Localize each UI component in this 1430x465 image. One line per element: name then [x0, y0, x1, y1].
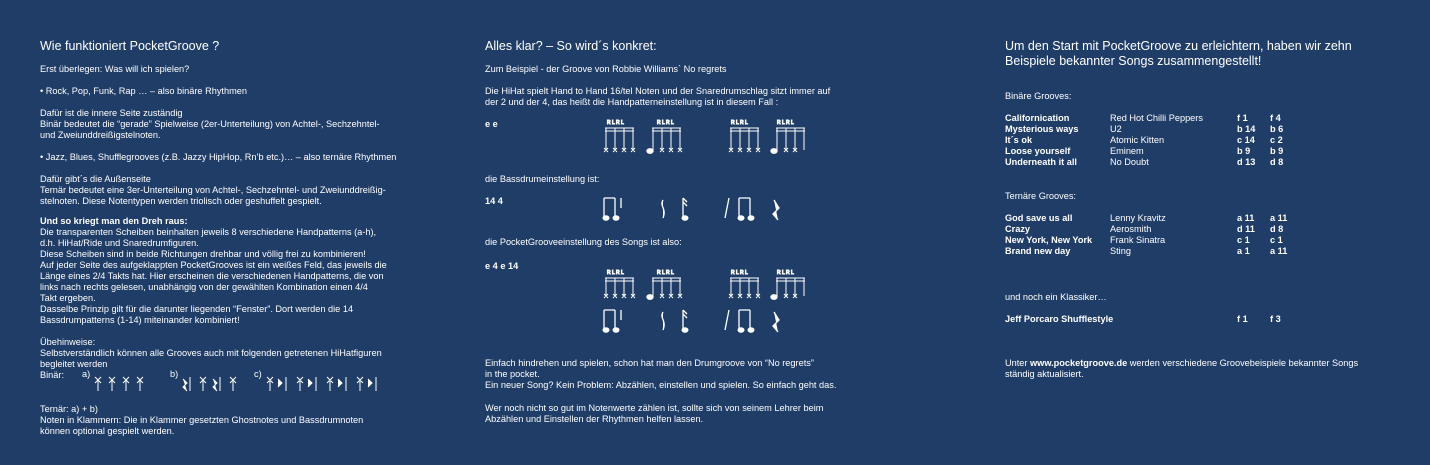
- paragraph-line: Einfach hindrehen und spielen, schon hat man den Drumgroove von “No regrets”: [485, 358, 814, 368]
- section-title-line: Beispiele bekannter Songs zusammengestellt!: [1005, 54, 1262, 68]
- paragraph-line: in the pocket.: [485, 369, 540, 379]
- sticking-label: R L R L: [607, 270, 624, 276]
- paragraph-line: d.h. HiHat/Ride und Snaredrumfiguren.: [40, 238, 199, 248]
- section-title: Wie funktioniert PocketGroove ?: [40, 39, 220, 53]
- table-row: [1005, 113, 1390, 124]
- artist: Atomic Kitten: [1110, 135, 1165, 145]
- hihat-figure-c: [264, 374, 404, 392]
- hihat-figure-b: [180, 374, 250, 392]
- footer-suffix: werden verschiedene Groovebeispiele bekannter Songs: [1127, 358, 1359, 368]
- binary-label: Binär:: [40, 370, 65, 380]
- bassdrum-notation: [601, 192, 791, 222]
- setting-a: c 1: [1237, 235, 1250, 245]
- sticking-label: R L R L: [777, 270, 794, 276]
- paragraph-line: können optional gespielt werden.: [40, 426, 175, 436]
- song-title: Crazy: [1005, 224, 1031, 234]
- paragraph-line: Takt ergeben.: [40, 293, 96, 303]
- setting-b: a 11: [1270, 213, 1288, 223]
- setting-b: b 9: [1270, 146, 1284, 156]
- setting-a: a 1: [1237, 246, 1250, 256]
- paragraph-line: Ein neuer Song? Kein Problem: Abzählen, einstellen und spielen. So einfach geht das.: [485, 380, 837, 390]
- footer-prefix: Unter: [1005, 358, 1031, 368]
- setting-b: c 1: [1270, 235, 1283, 245]
- pocketgroove-label: die PocketGrooveeinstellung des Songs ist also:: [485, 237, 682, 247]
- setting-a: a 11: [1237, 213, 1255, 223]
- table-row: [1005, 224, 1390, 235]
- table-row: [1005, 146, 1390, 157]
- classic-table: [1005, 314, 1390, 325]
- combined-notation: [601, 268, 801, 336]
- sticking-label: R L R L: [657, 120, 674, 126]
- bullet-ternary: • Jazz, Blues, Shufflegrooves (z.B. Jazzy HipHop, Rn’b etc.)… – also ternäre Rhythmen: [40, 152, 397, 162]
- artist: Aerosmith: [1110, 224, 1152, 234]
- table-row: [1005, 135, 1390, 146]
- song-title: Loose yourself: [1005, 146, 1071, 156]
- hihat-figure-a: [92, 374, 152, 392]
- paragraph-line: Selbstverständlich können alle Grooves auch mit folgenden getretenen HiHatfiguren: [40, 348, 382, 358]
- paragraph-line: stelnoten. Diese Notentypen werden triolisch oder geshuffelt gespielt.: [40, 196, 322, 206]
- table-row: [1005, 124, 1390, 135]
- footer-line: [1005, 358, 1358, 369]
- section-title-line: Um den Start mit PocketGroove zu erleichtern, haben wir zehn: [1005, 39, 1352, 53]
- pocketgroove-code: e 4 e 14: [485, 261, 519, 271]
- sticking-label: R L R L: [777, 120, 794, 126]
- artist: No Doubt: [1110, 157, 1149, 167]
- setting-a: d 13: [1237, 157, 1256, 167]
- paragraph-line: links nach rechts gelesen, unabhängig von der gewählten Kombination einen 4/4: [40, 282, 368, 292]
- table-row: [1005, 314, 1390, 325]
- paragraph-line: Bassdrumpatterns (1-14) miteinander kombiniert!: [40, 315, 240, 325]
- song-title: It´s ok: [1005, 135, 1033, 145]
- paragraph-line: Dafür gibt´s die Außenseite: [40, 174, 151, 184]
- paragraph-line: Wer noch nicht so gut im Notenwerte zählen ist, sollte sich von seinem Lehrer beim: [485, 403, 824, 413]
- setting-b: a 11: [1270, 246, 1288, 256]
- setting-b: d 8: [1270, 224, 1284, 234]
- paragraph-line: Dafür ist die innere Seite zuständig: [40, 108, 183, 118]
- ternary-grooves-heading: Ternäre Grooves:: [1005, 191, 1076, 201]
- classic-heading: und noch ein Klassiker…: [1005, 292, 1107, 302]
- hand-pattern-code: e e: [485, 119, 498, 129]
- song-title: Jeff Porcaro Shufflestyle: [1005, 314, 1114, 324]
- paragraph-line: Dasselbe Prinzip gilt für die darunter liegenden “Fenster”. Dort werden die 14: [40, 304, 354, 314]
- subheading: Und so kriegt man den Dreh raus:: [40, 216, 188, 226]
- table-row: [1005, 213, 1390, 224]
- sticking-label: R L R L: [657, 270, 674, 276]
- song-title: God save us all: [1005, 213, 1073, 223]
- setting-b: d 8: [1270, 157, 1284, 167]
- sticking-label: R L R L: [731, 270, 748, 276]
- sticking-label: R L R L: [607, 120, 624, 126]
- footer-line: ständig aktualisiert.: [1005, 369, 1084, 379]
- subheading: Übehinweise:: [40, 337, 96, 347]
- bassdrum-code: 14 4: [485, 196, 503, 206]
- table-row: [1005, 157, 1390, 168]
- song-title: Brand new day: [1005, 246, 1071, 256]
- paragraph-line: und Zweiunddreißigstelnoten.: [40, 130, 161, 140]
- binary-grooves-table: [1005, 113, 1390, 168]
- setting-b: b 6: [1270, 124, 1284, 134]
- table-row: [1005, 235, 1390, 246]
- paragraph-line: Die transparenten Scheiben beinhalten jeweils 8 verschiedene Handpatterns (a-h),: [40, 227, 377, 237]
- song-title: New York, New York: [1005, 235, 1093, 245]
- setting-b: c 2: [1270, 135, 1283, 145]
- paragraph-line: Auf jeder Seite des aufgeklappten PocketGrooves ist ein weißes Feld, das jeweils die: [40, 260, 387, 270]
- setting-a: f 1: [1237, 314, 1248, 324]
- binary-grooves-heading: Binäre Grooves:: [1005, 91, 1072, 101]
- artist: Red Hot Chilli Peppers: [1110, 113, 1203, 123]
- paragraph-line: Die HiHat spielt Hand to Hand 16/tel Noten und der Snaredrumschlag sitzt immer auf: [485, 86, 831, 96]
- setting-b: f 4: [1270, 113, 1281, 123]
- setting-a: b 9: [1237, 146, 1251, 156]
- label-b: b): [170, 369, 179, 379]
- ternary-grooves-table: [1005, 213, 1390, 257]
- paragraph-line: begleitet werden: [40, 359, 108, 369]
- label-c: c): [254, 369, 262, 379]
- sticking-label: R L R L: [731, 120, 748, 126]
- setting-a: d 11: [1237, 224, 1255, 234]
- hand-pattern-notation: [601, 118, 801, 160]
- setting-b: f 3: [1270, 314, 1281, 324]
- bassdrum-label: die Bassdrumeinstellung ist:: [485, 174, 600, 184]
- question-text: Erst überlegen: Was will ich spielen?: [40, 64, 190, 74]
- paragraph-line: Noten in Klammern: Die in Klammer gesetzten Ghostnotes und Bassdrumnoten: [40, 415, 364, 425]
- artist: Frank Sinatra: [1110, 235, 1166, 245]
- artist: Sting: [1110, 246, 1131, 256]
- paragraph-line: der 2 und der 4, das heißt die Handpatterneinstellung ist in diesem Fall :: [485, 97, 779, 107]
- song-title: Californication: [1005, 113, 1070, 123]
- setting-a: f 1: [1237, 113, 1248, 123]
- setting-a: b 14: [1237, 124, 1256, 134]
- paragraph-line: Diese Scheiben sind in beide Richtungen drehbar und völlig frei zu kombinieren!: [40, 249, 366, 259]
- paragraph-line: Binär bedeutet die “gerade” Spielweise (2er-Unterteilung) von Achtel-, Sechzehntel-: [40, 119, 380, 129]
- section-title: Alles klar? – So wird´s konkret:: [485, 39, 657, 53]
- example-text: Zum Beispiel - der Groove von Robbie Williams` No regrets: [485, 64, 727, 74]
- setting-a: c 14: [1237, 135, 1255, 145]
- table-row: [1005, 246, 1390, 257]
- song-title: Underneath it all: [1005, 157, 1077, 167]
- paragraph-line: Länge eines 2/4 Takts hat. Hier erscheinen die verschiedenen Handpatterns, die von: [40, 271, 384, 281]
- paragraph-line: Ternär bedeutet eine 3er-Unterteilung von Achtel-, Sechzehntel- und Zweiunddreißig-: [40, 185, 386, 195]
- artist: Eminem: [1110, 146, 1144, 156]
- artist: U2: [1110, 124, 1122, 134]
- website-link[interactable]: www.pocketgroove.de: [1030, 358, 1128, 368]
- paragraph-line: Abzählen und Einstellen der Rhythmen helfen lassen.: [485, 414, 704, 424]
- bullet-binary: • Rock, Pop, Funk, Rap … – also binäre Rhythmen: [40, 86, 247, 96]
- ternary-label: Ternär: a) + b): [40, 404, 98, 414]
- label-a: a): [82, 369, 91, 379]
- artist: Lenny Kravitz: [1110, 213, 1166, 223]
- song-title: Mysterious ways: [1005, 124, 1079, 134]
